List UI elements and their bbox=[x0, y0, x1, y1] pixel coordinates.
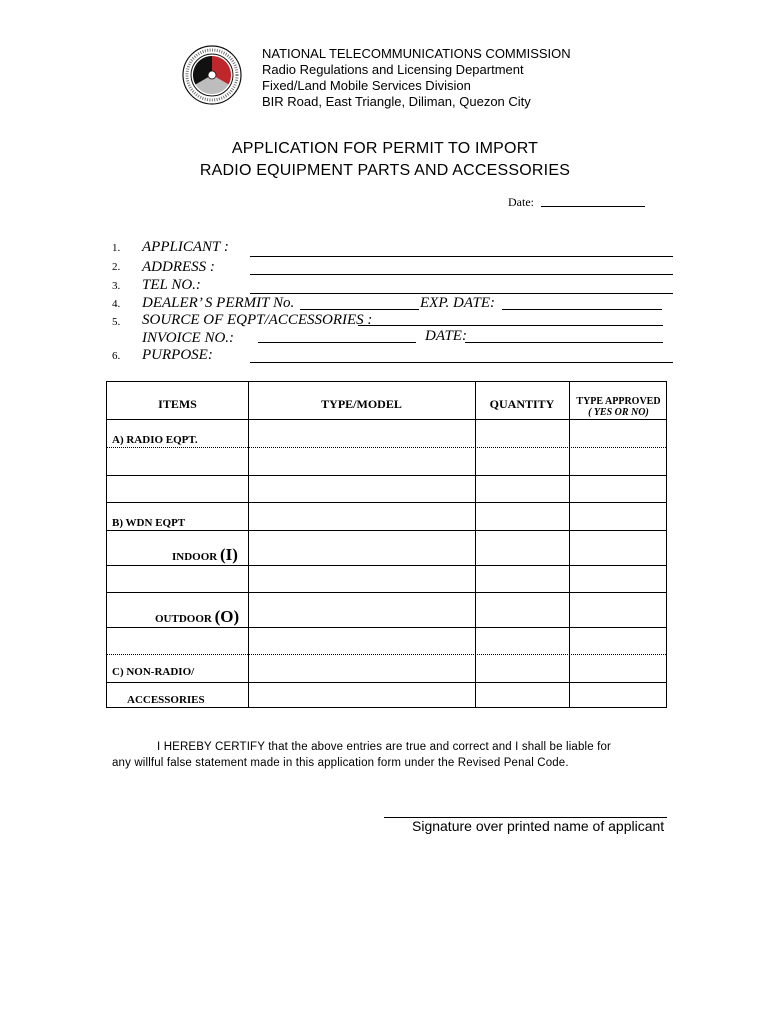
purpose-label: PURPOSE: bbox=[142, 347, 213, 363]
certify-text-line2: any willful false statement made in this application form under the Revised Penal Code. bbox=[112, 757, 569, 769]
exp-date-label: EXP. DATE: bbox=[420, 295, 495, 311]
signature-label: Signature over printed name of applicant bbox=[412, 818, 665, 834]
row-divider bbox=[107, 447, 666, 448]
org-address: BIR Road, East Triangle, Diliman, Quezon City bbox=[262, 94, 531, 109]
invoice-field[interactable] bbox=[258, 342, 416, 343]
outdoor-label bbox=[155, 607, 239, 627]
address-field[interactable] bbox=[250, 274, 673, 275]
purpose-field[interactable] bbox=[250, 362, 673, 363]
column-divider bbox=[569, 382, 570, 707]
date-field[interactable] bbox=[541, 206, 645, 207]
form-title-line1: APPLICATION FOR PERMIT TO IMPORT bbox=[231, 140, 539, 157]
invoice-date-field[interactable] bbox=[465, 342, 663, 343]
wdn-eqpt-label: B) WDN EQPT bbox=[112, 517, 186, 529]
items-table bbox=[106, 381, 667, 708]
dealer-permit-field[interactable] bbox=[300, 309, 419, 310]
ntc-seal-logo bbox=[182, 45, 242, 105]
row-divider bbox=[107, 682, 666, 683]
row-divider bbox=[107, 565, 666, 566]
invoice-label: INVOICE NO.: bbox=[142, 330, 235, 346]
type-approved-header: TYPE APPROVED bbox=[576, 396, 661, 407]
invoice-date-label: DATE: bbox=[425, 328, 467, 344]
row-divider bbox=[107, 654, 666, 655]
non-radio-label: C) NON-RADIO/ bbox=[112, 666, 195, 678]
field-number-4: 4. bbox=[112, 298, 121, 310]
tel-label: TEL NO.: bbox=[142, 277, 201, 293]
dealer-permit-label: DEALER’ S PERMIT No. bbox=[142, 295, 295, 311]
row-divider bbox=[107, 627, 666, 628]
form-title-line2: RADIO EQUIPMENT PARTS AND ACCESSORIES bbox=[199, 162, 571, 179]
column-divider bbox=[248, 382, 249, 707]
items-header: ITEMS bbox=[158, 397, 197, 411]
source-label: SOURCE OF EQPT/ACCESSORIES : bbox=[142, 312, 373, 328]
indoor-text: INDOOR bbox=[172, 551, 218, 563]
certify-text-line1: I HEREBY CERTIFY that the above entries are true and correct and I shall be liable for bbox=[157, 741, 611, 753]
row-divider bbox=[107, 530, 666, 531]
applicant-field[interactable] bbox=[250, 256, 673, 257]
row-divider bbox=[107, 475, 666, 476]
indoor-label bbox=[172, 545, 238, 565]
source-field[interactable] bbox=[358, 325, 663, 326]
org-name: NATIONAL TELECOMMUNICATIONS COMMISSION bbox=[262, 46, 571, 61]
date-label: Date: bbox=[508, 195, 534, 209]
address-label: ADDRESS : bbox=[142, 259, 215, 275]
applicant-label: APPLICANT : bbox=[142, 239, 229, 255]
field-number-3: 3. bbox=[112, 280, 121, 292]
field-number-2: 2. bbox=[112, 261, 121, 273]
field-number-6: 6. bbox=[112, 350, 121, 362]
indoor-code: (I) bbox=[219, 545, 238, 564]
tel-field[interactable] bbox=[250, 293, 673, 294]
exp-date-field[interactable] bbox=[502, 309, 662, 310]
field-number-1: 1. bbox=[112, 242, 121, 254]
row-divider bbox=[107, 502, 666, 503]
outdoor-code: (O) bbox=[214, 607, 240, 626]
department-name: Radio Regulations and Licensing Department bbox=[262, 62, 524, 77]
division-name: Fixed/Land Mobile Services Division bbox=[262, 78, 471, 93]
type-approved-subheader: ( YES OR NO) bbox=[588, 407, 649, 418]
column-divider bbox=[475, 382, 476, 707]
type-model-header: TYPE/MODEL bbox=[321, 397, 402, 411]
row-divider bbox=[107, 419, 666, 420]
accessories-label: ACCESSORIES bbox=[127, 694, 205, 706]
radio-eqpt-label: A) RADIO EQPT. bbox=[112, 434, 198, 446]
outdoor-text: OUTDOOR bbox=[155, 613, 212, 625]
quantity-header: QUANTITY bbox=[489, 397, 555, 411]
row-divider bbox=[107, 592, 666, 593]
field-number-5: 5. bbox=[112, 316, 121, 328]
